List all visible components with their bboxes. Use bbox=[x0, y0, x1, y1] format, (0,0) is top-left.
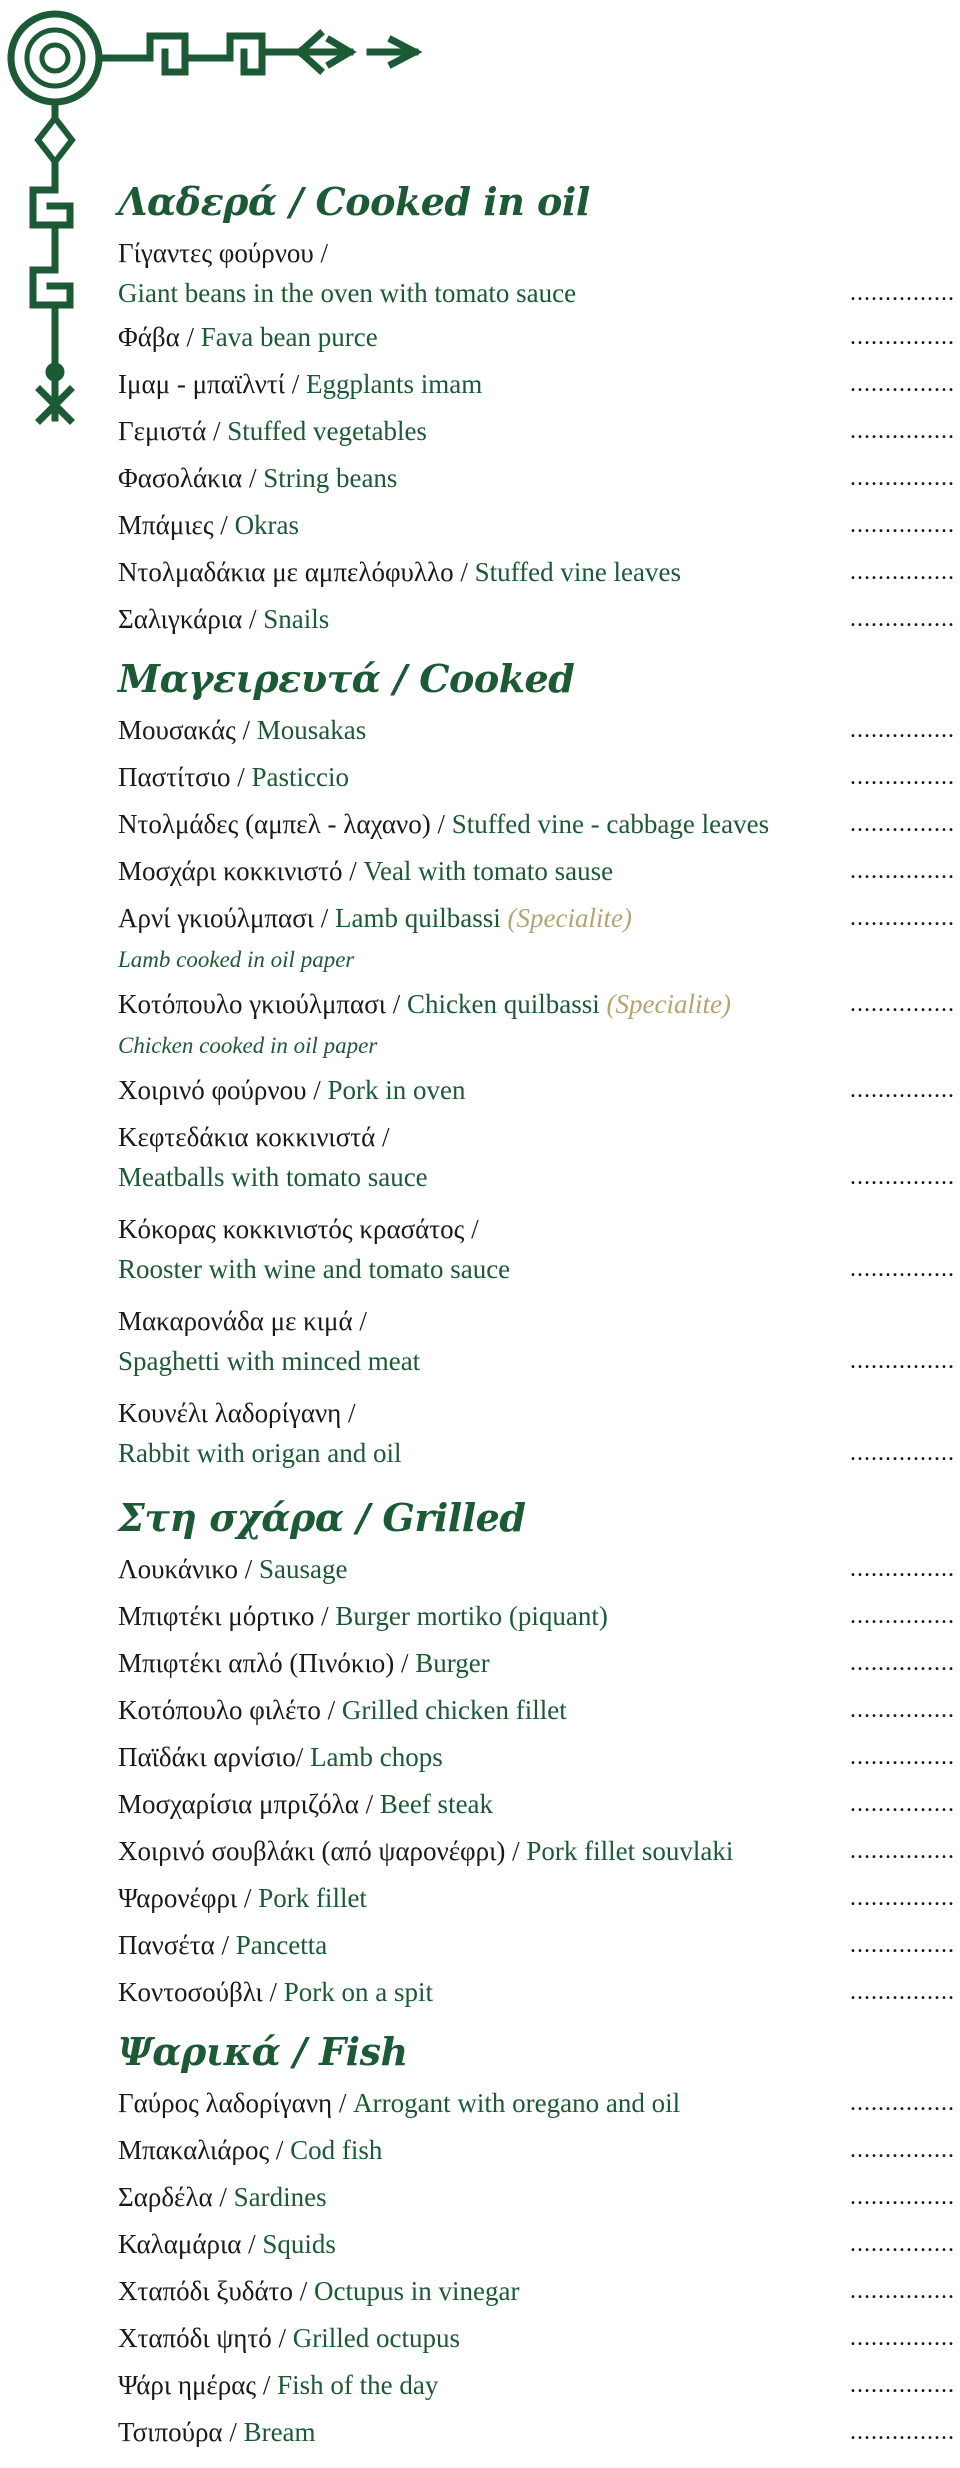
menu-item bbox=[118, 2084, 960, 2131]
menu-item bbox=[118, 2131, 960, 2178]
item-greek-name: Λουκάνικο / bbox=[118, 1554, 253, 1584]
menu-item bbox=[118, 899, 960, 985]
menu-item bbox=[118, 805, 960, 852]
menu-item bbox=[118, 1832, 960, 1879]
menu-item bbox=[118, 1926, 960, 1973]
price-dots: ............... bbox=[850, 1348, 955, 1374]
menu-section bbox=[118, 1486, 960, 2020]
item-greek-name: Μοσχαρίσια μπριζόλα / bbox=[118, 1789, 374, 1819]
item-english-name: Pork on a spit bbox=[283, 1977, 434, 2007]
item-line bbox=[118, 2229, 336, 2260]
price-dots: ............... bbox=[850, 1791, 955, 1817]
item-line bbox=[118, 1742, 443, 1773]
price-dots: ............... bbox=[850, 324, 955, 350]
item-english-name: Cod fish bbox=[290, 2135, 383, 2165]
item-greek-name: Φάβα / bbox=[118, 322, 195, 352]
menu-item bbox=[118, 1879, 960, 1926]
item-greek-name: Τσιπούρα / bbox=[118, 2417, 237, 2447]
item-line bbox=[118, 1438, 401, 1469]
menu-item bbox=[118, 1550, 960, 1597]
item-english-name: Pasticcio bbox=[251, 762, 349, 792]
item-english-name: Sardines bbox=[233, 2182, 327, 2212]
price-dots: ............... bbox=[850, 1603, 955, 1629]
price-dots: ............... bbox=[850, 1838, 955, 1864]
item-line bbox=[118, 903, 632, 934]
item-english-name: Pork fillet souvlaki bbox=[526, 1836, 734, 1866]
menu-section bbox=[118, 647, 960, 1486]
item-line bbox=[118, 1075, 465, 1106]
price-dots: ............... bbox=[850, 1697, 955, 1723]
item-english-name: Chicken quilbassi bbox=[407, 989, 600, 1019]
menu-item bbox=[118, 758, 960, 805]
item-line bbox=[118, 2323, 460, 2354]
item-line bbox=[118, 1346, 420, 1377]
item-english-name: Squids bbox=[262, 2229, 336, 2259]
menu-item bbox=[118, 2366, 960, 2413]
item-greek-name: Ιμαμ - μπαϊλντί / bbox=[118, 369, 300, 399]
item-english-name: Fava bean purce bbox=[200, 322, 378, 352]
item-note: Lamb cooked in oil paper bbox=[118, 947, 355, 972]
price-dots: ............... bbox=[850, 418, 955, 444]
item-line bbox=[118, 604, 329, 635]
item-english-name: Spaghetti with minced meat bbox=[118, 1346, 421, 1376]
item-english-name: Bream bbox=[243, 2417, 316, 2447]
item-greek-name: Μπιφτέκι μόρτικο / bbox=[118, 1601, 329, 1631]
price-dots: ............... bbox=[850, 1932, 955, 1958]
price-dots: ............... bbox=[850, 991, 955, 1017]
item-greek-name: Παϊδάκι αρνίσιο/ bbox=[118, 1742, 304, 1772]
price-dots: ............... bbox=[850, 2137, 955, 2163]
menu-list bbox=[118, 170, 960, 2460]
item-line bbox=[118, 2088, 680, 2119]
menu-item bbox=[118, 1973, 960, 2020]
specialite-label: (Specialite) bbox=[507, 903, 632, 933]
item-line bbox=[118, 322, 378, 353]
price-dots: ............... bbox=[850, 1744, 955, 1770]
menu-section bbox=[118, 170, 960, 647]
item-english-name: Grilled chicken fillet bbox=[341, 1695, 567, 1725]
menu-item bbox=[118, 1210, 960, 1302]
item-greek-name: Σαλιγκάρια / bbox=[118, 604, 257, 634]
item-greek-name: Μπακαλιάρος / bbox=[118, 2135, 284, 2165]
menu-item bbox=[118, 852, 960, 899]
item-greek-name: Κοτόπουλο γκιούλμπασι / bbox=[118, 989, 401, 1019]
item-english-name: Rabbit with origan and oil bbox=[118, 1438, 402, 1468]
item-line bbox=[118, 1214, 479, 1245]
item-english-name: Pork in oven bbox=[327, 1075, 466, 1105]
item-english-name: Veal with tomato sause bbox=[363, 856, 614, 886]
price-dots: ............... bbox=[850, 811, 955, 837]
item-line bbox=[118, 2276, 519, 2307]
item-greek-name: Κεφτεδάκια κοκκινιστά / bbox=[118, 1122, 390, 1152]
item-greek-name: Γίγαντες φούρνου / bbox=[118, 238, 329, 268]
item-english-name: String beans bbox=[263, 463, 398, 493]
item-line bbox=[118, 416, 427, 447]
item-english-name: Meatballs with tomato sauce bbox=[118, 1162, 428, 1192]
item-line bbox=[118, 1122, 390, 1153]
item-english-name: Giant beans in the oven with tomato sauce bbox=[118, 278, 577, 308]
item-greek-name: Φασολάκια / bbox=[118, 463, 257, 493]
item-line bbox=[118, 510, 299, 541]
menu-item bbox=[118, 2178, 960, 2225]
price-dots: ............... bbox=[850, 1256, 955, 1282]
price-dots: ............... bbox=[850, 2090, 955, 2116]
item-english-name: Burger mortiko (piquant) bbox=[335, 1601, 608, 1631]
item-greek-name: Σαρδέλα / bbox=[118, 2182, 227, 2212]
price-dots: ............... bbox=[850, 717, 955, 743]
item-line bbox=[118, 278, 576, 309]
price-dots: ............... bbox=[850, 2372, 955, 2398]
section-title: Μαγειρευτά / Cooked bbox=[118, 656, 575, 701]
item-english-name: Pancetta bbox=[235, 1930, 328, 1960]
item-line bbox=[118, 2417, 316, 2448]
price-dots: ............... bbox=[850, 1979, 955, 2005]
menu-item bbox=[118, 1302, 960, 1394]
item-english-name: Lamb chops bbox=[310, 1742, 443, 1772]
item-line bbox=[118, 1836, 733, 1867]
price-dots: ............... bbox=[850, 2184, 955, 2210]
item-english-name: Rooster with wine and tomato sauce bbox=[118, 1254, 511, 1284]
price-dots: ............... bbox=[850, 1885, 955, 1911]
menu-item bbox=[118, 1071, 960, 1118]
menu-item bbox=[118, 2225, 960, 2272]
item-line bbox=[118, 1554, 347, 1585]
specialite-label: (Specialite) bbox=[606, 989, 731, 1019]
item-english-name: Octupus in vinegar bbox=[314, 2276, 520, 2306]
item-english-name: Eggplants imam bbox=[306, 369, 483, 399]
item-english-name: Lamb quilbassi bbox=[335, 903, 501, 933]
menu-item bbox=[118, 2413, 960, 2460]
item-line bbox=[118, 1648, 490, 1679]
item-line bbox=[118, 369, 482, 400]
menu-item bbox=[118, 318, 960, 365]
item-line bbox=[118, 856, 613, 887]
item-english-name: Arrogant with oregano and oil bbox=[353, 2088, 681, 2118]
menu-item bbox=[118, 985, 960, 1071]
menu-item bbox=[118, 553, 960, 600]
item-greek-name: Κοντοσούβλι / bbox=[118, 1977, 277, 2007]
menu-section bbox=[118, 2020, 960, 2460]
section-title: Στη σχάρα / Grilled bbox=[118, 1495, 526, 1540]
item-greek-name: Μακαρονάδα με κιμά / bbox=[118, 1306, 367, 1336]
price-dots: ............... bbox=[850, 2325, 955, 2351]
price-dots: ............... bbox=[850, 764, 955, 790]
menu-item bbox=[118, 1785, 960, 1832]
item-line bbox=[118, 2370, 438, 2401]
price-dots: ............... bbox=[850, 512, 955, 538]
item-english-name: Mousakas bbox=[256, 715, 367, 745]
menu-item bbox=[118, 365, 960, 412]
price-dots: ............... bbox=[850, 465, 955, 491]
menu-item bbox=[118, 459, 960, 506]
item-english-name: Stuffed vine - cabbage leaves bbox=[451, 809, 770, 839]
item-english-name: Fish of the day bbox=[277, 2370, 439, 2400]
price-dots: ............... bbox=[850, 858, 955, 884]
price-dots: ............... bbox=[850, 1440, 955, 1466]
item-greek-name: Μπάμιες / bbox=[118, 510, 228, 540]
item-english-name: Grilled octupus bbox=[292, 2323, 460, 2353]
item-line bbox=[118, 1601, 608, 1632]
menu-item bbox=[118, 2319, 960, 2366]
price-dots: ............... bbox=[850, 1077, 955, 1103]
price-dots: ............... bbox=[850, 2231, 955, 2257]
item-english-name: Snails bbox=[263, 604, 330, 634]
item-english-name: Pork fillet bbox=[258, 1883, 367, 1913]
price-dots: ............... bbox=[850, 1650, 955, 1676]
item-line bbox=[118, 1883, 367, 1914]
menu-item bbox=[118, 711, 960, 758]
item-line bbox=[118, 762, 349, 793]
item-greek-name: Μουσακάς / bbox=[118, 715, 251, 745]
item-greek-name: Μπιφτέκι απλό (Πινόκιο) / bbox=[118, 1648, 409, 1678]
item-greek-name: Αρνί γκιούλμπασι / bbox=[118, 903, 329, 933]
item-note: Chicken cooked in oil paper bbox=[118, 1033, 378, 1058]
price-dots: ............... bbox=[850, 1556, 955, 1582]
item-greek-name: Χοιρινό σουβλάκι (από ψαρονέφρι) / bbox=[118, 1836, 520, 1866]
item-greek-name: Γεμιστά / bbox=[118, 416, 221, 446]
item-line bbox=[118, 557, 681, 588]
menu-item bbox=[118, 1691, 960, 1738]
price-dots: ............... bbox=[850, 1164, 955, 1190]
item-greek-name: Γαύρος λαδορίγανη / bbox=[118, 2088, 347, 2118]
menu-item bbox=[118, 1118, 960, 1210]
item-english-name: Burger bbox=[415, 1648, 490, 1678]
item-line bbox=[118, 1306, 367, 1337]
item-english-name: Stuffed vegetables bbox=[227, 416, 427, 446]
item-line bbox=[118, 2135, 382, 2166]
menu-item bbox=[118, 506, 960, 553]
item-line bbox=[118, 1930, 327, 1961]
price-dots: ............... bbox=[850, 559, 955, 585]
item-english-name: Stuffed vine leaves bbox=[474, 557, 682, 587]
item-english-name: Sausage bbox=[258, 1554, 348, 1584]
menu-item bbox=[118, 1394, 960, 1486]
item-line bbox=[118, 1162, 428, 1193]
item-line bbox=[118, 238, 328, 269]
price-dots: ............... bbox=[850, 280, 955, 306]
item-line bbox=[118, 1695, 567, 1726]
section-title: Ψαρικά / Fish bbox=[118, 2029, 408, 2074]
price-dots: ............... bbox=[850, 606, 955, 632]
item-greek-name: Ντολμαδάκια με αμπελόφυλλο / bbox=[118, 557, 468, 587]
item-line bbox=[118, 1254, 510, 1285]
item-greek-name: Παστίτσιο / bbox=[118, 762, 245, 792]
item-line bbox=[118, 809, 769, 840]
item-line bbox=[118, 989, 731, 1020]
item-greek-name: Ψάρι ημέρας / bbox=[118, 2370, 271, 2400]
item-greek-name: Χταπόδι ξυδάτο / bbox=[118, 2276, 308, 2306]
price-dots: ............... bbox=[850, 371, 955, 397]
menu-item bbox=[118, 1644, 960, 1691]
menu-item bbox=[118, 1597, 960, 1644]
item-line bbox=[118, 715, 366, 746]
item-line bbox=[118, 1398, 356, 1429]
price-dots: ............... bbox=[850, 2278, 955, 2304]
item-greek-name: Πανσέτα / bbox=[118, 1930, 229, 1960]
price-dots: ............... bbox=[850, 905, 955, 931]
item-greek-name: Κουνέλι λαδορίγανη / bbox=[118, 1398, 356, 1428]
item-line bbox=[118, 463, 397, 494]
item-english-name: Beef steak bbox=[379, 1789, 494, 1819]
item-greek-name: Χταπόδι ψητό / bbox=[118, 2323, 286, 2353]
item-line bbox=[118, 1977, 433, 2008]
item-greek-name: Χοιρινό φούρνου / bbox=[118, 1075, 321, 1105]
price-dots: ............... bbox=[850, 2419, 955, 2445]
item-greek-name: Κόκορας κοκκινιστός κρασάτος / bbox=[118, 1214, 479, 1244]
section-title: Λαδερά / Cooked in oil bbox=[118, 179, 590, 224]
menu-item bbox=[118, 412, 960, 459]
item-english-name: Okras bbox=[234, 510, 300, 540]
item-greek-name: Μοσχάρι κοκκινιστό / bbox=[118, 856, 357, 886]
item-line bbox=[118, 1789, 493, 1820]
item-line bbox=[118, 2182, 327, 2213]
menu-item bbox=[118, 234, 960, 318]
item-greek-name: Ντολμάδες (αμπελ - λαχανο) / bbox=[118, 809, 445, 839]
item-greek-name: Καλαμάρια / bbox=[118, 2229, 256, 2259]
menu-item bbox=[118, 2272, 960, 2319]
item-greek-name: Κοτόπουλο φιλέτο / bbox=[118, 1695, 336, 1725]
item-greek-name: Ψαρονέφρι / bbox=[118, 1883, 252, 1913]
menu-item bbox=[118, 600, 960, 647]
menu-item bbox=[118, 1738, 960, 1785]
